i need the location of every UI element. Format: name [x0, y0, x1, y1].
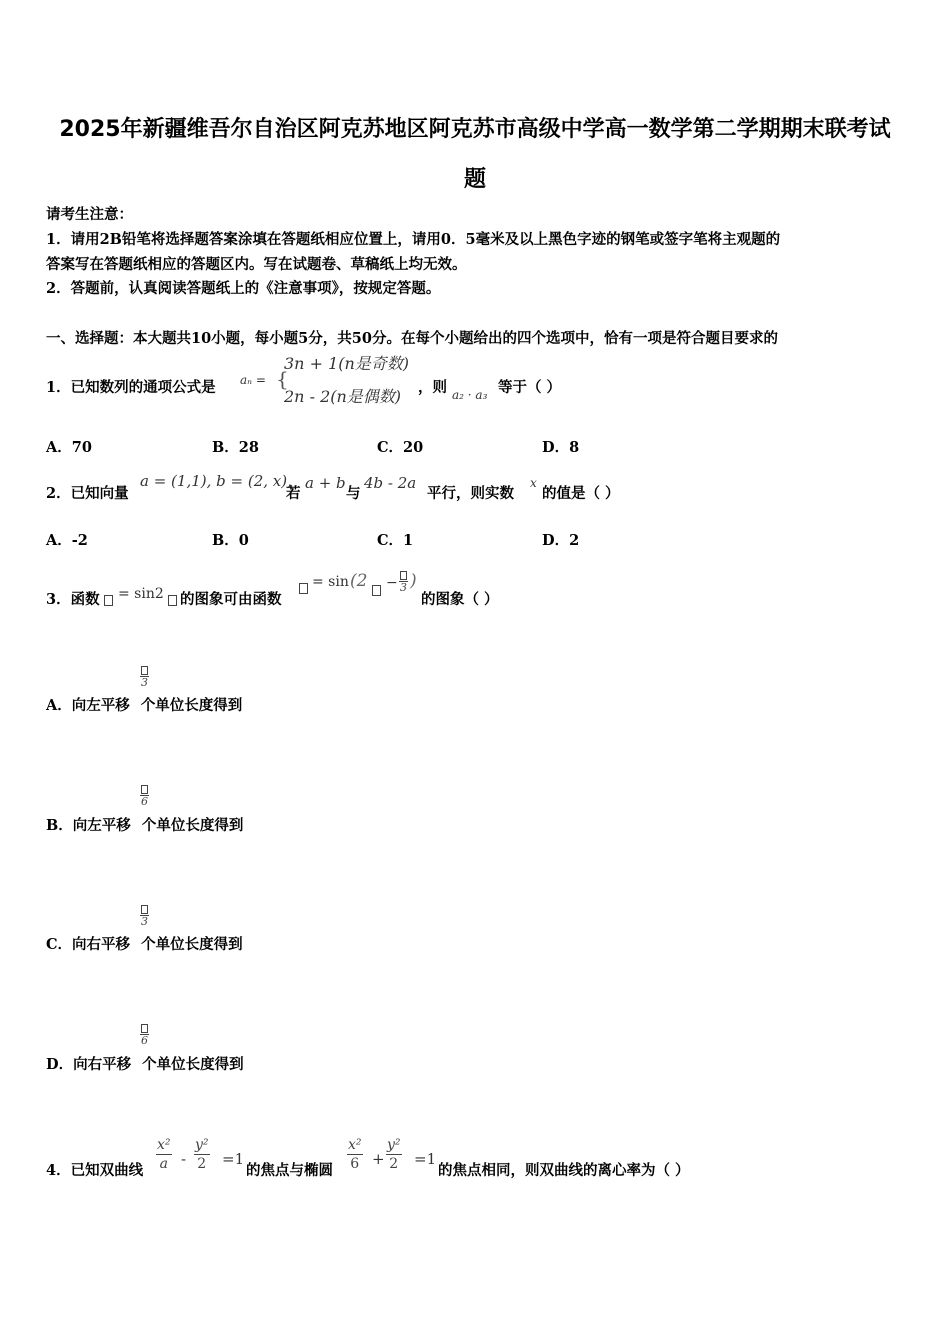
q3-option-b-fraction: 6 — [140, 783, 149, 808]
q2-mid3: 平行，则实数 — [427, 485, 514, 502]
q1-brace: { — [276, 367, 289, 391]
q3-option-d[interactable] — [46, 1053, 244, 1074]
q3-pre: 3．函数 — [46, 591, 100, 608]
q4-ellipse-term1: $\frac{\text{x²}}{6}$ — [348, 1137, 362, 1172]
q1-case2: 2n - 2(n是偶数) — [284, 387, 402, 406]
q2-mid1: 若 — [286, 485, 301, 502]
q3-option-a[interactable] — [46, 694, 242, 715]
q3-option-a-label: A．向左平移 — [46, 697, 130, 714]
q2-vectors: a = (1,1), b = (2, x), — [140, 472, 292, 490]
q2-pre: 2．已知向量 — [46, 485, 129, 502]
section-heading: 一、选择题：本大题共10小题，每小题5分，共50分。在每个小题给出的四个选项中，恰有一项是符合题目要求的 — [46, 330, 778, 347]
q1-an: aₙ = — [240, 373, 266, 387]
q4-eq2: =1 — [414, 1150, 437, 1168]
q2-post: 的值是（ ） — [542, 485, 620, 502]
q3-placeholder-glyph-1 — [104, 590, 113, 609]
notice-heading: 请考生注意： — [46, 206, 133, 223]
q4-plus: + — [372, 1150, 385, 1168]
q3-f2a: = sin — [312, 574, 349, 590]
q1-post: 等于（ ） — [498, 379, 562, 396]
q2-expr1: a + b — [305, 474, 346, 492]
q1-mid: ，则 — [418, 379, 447, 396]
q3-option-d-label: D．向右平移 — [46, 1056, 132, 1073]
q1-option-d[interactable]: D．8 — [542, 439, 580, 456]
notice-item-1b: 答案写在答题纸相应的答题区内。写在试题卷、草稿纸上均无效。 — [46, 256, 467, 273]
q3-option-b-label: B．向左平移 — [46, 817, 131, 834]
q3-f2d: ) — [410, 571, 417, 591]
q2-expr2: 4b - 2a — [364, 474, 417, 492]
q3-option-a-tail: 个单位长度得到 — [140, 697, 243, 714]
q4-pre: 4．已知双曲线 — [46, 1162, 144, 1179]
q2-x: x — [530, 476, 537, 490]
q2-option-a[interactable]: A．-2 — [46, 532, 88, 549]
exam-title-line2: 题 — [463, 167, 486, 192]
q4-eq1: =1 — [222, 1150, 245, 1168]
q4-mid: 的焦点与椭圆 — [246, 1162, 333, 1179]
q4-ellipse-term2: $\frac{\text{y²}}{2}$ — [387, 1137, 401, 1172]
q2-option-c[interactable]: C．1 — [377, 532, 414, 549]
q3-f2b: (2 — [350, 571, 368, 591]
q3-mid: 的图象可由函数 — [180, 591, 282, 608]
q2-mid2: 与 — [346, 485, 361, 502]
q3-post: 的图象（ ） — [421, 591, 499, 608]
q3-option-c-label: C．向右平移 — [46, 936, 131, 953]
notice-item-2: 2．答题前，认真阅读答题纸上的《注意事项》，按规定答题。 — [46, 280, 441, 297]
q3-option-b-tail: 个单位长度得到 — [141, 817, 244, 834]
q1-option-c[interactable]: C．20 — [377, 439, 424, 456]
q3-option-d-tail: 个单位长度得到 — [142, 1056, 244, 1073]
q1-pre: 1．已知数列的通项公式是 — [46, 379, 216, 396]
q3-f1: = sin2 — [118, 586, 164, 602]
q1-stem — [46, 376, 216, 397]
q2-option-b[interactable]: B．0 — [212, 532, 249, 549]
q3-option-c-tail: 个单位长度得到 — [141, 936, 243, 953]
q3-pi-over-3: 3 — [399, 569, 408, 594]
q4-hyperbola-term2: $\frac{\text{y²}}{2}$ — [195, 1137, 209, 1172]
q3-option-a-fraction: 3 — [140, 664, 149, 689]
q3-placeholder-glyph-2 — [168, 590, 177, 609]
q3-option-c-fraction: 3 — [140, 903, 149, 928]
exam-title-line1: 2025年新疆维吾尔自治区阿克苏地区阿克苏市高级中学高一数学第二学期期末联考试 — [59, 117, 891, 142]
q4-minus: - — [181, 1150, 187, 1168]
q3-f2c: − — [386, 575, 398, 591]
q1-option-b[interactable]: B．28 — [212, 439, 259, 456]
q3-placeholder-glyph-3 — [299, 578, 308, 597]
q1-option-a[interactable]: A．70 — [46, 439, 92, 456]
q4-hyperbola-term1: $\frac{\text{x²}}{a}$ — [157, 1137, 171, 1172]
q2-option-d[interactable]: D．2 — [542, 532, 580, 549]
q3-option-d-fraction: 6 — [140, 1022, 149, 1047]
q1-case1: 3n + 1(n是奇数) — [284, 354, 410, 373]
q3-option-c[interactable] — [46, 933, 243, 954]
q3-option-b[interactable] — [46, 814, 243, 835]
notice-item-1a: 1．请用2B铅笔将选择题答案涂填在答题纸相应位置上，请用0．5毫米及以上黑色字迹的钢笔或签字笔将主观题的 — [46, 231, 781, 248]
q3-placeholder-glyph-4 — [372, 580, 381, 599]
q1-expr: a₂ · a₃ — [452, 388, 488, 402]
q4-post: 的焦点相同，则双曲线的离心率为（ ） — [438, 1162, 690, 1179]
